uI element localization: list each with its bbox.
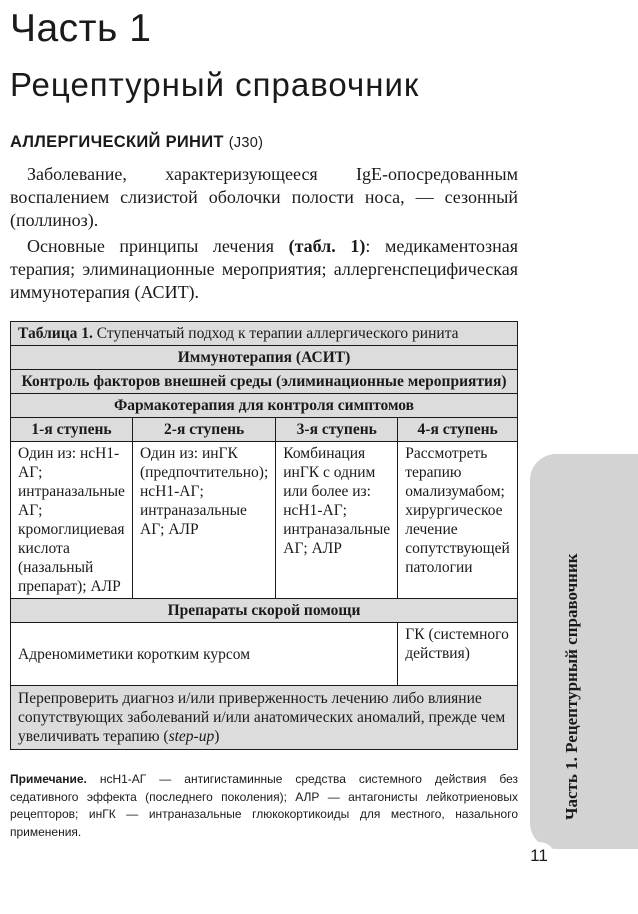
section-title: Рецептурный справочник [10, 66, 420, 103]
footer-end: ) [214, 728, 220, 745]
note-label: Примечание. [10, 772, 87, 786]
immunotherapy-cell: Иммунотерапия (АСИТ) [11, 346, 518, 370]
pharmacotherapy-cell: Фармакотерапия для контроля симптомов [11, 394, 518, 418]
step-4-header: 4-я ступень [398, 418, 518, 442]
table-caption [11, 322, 518, 346]
table-caption-row [11, 322, 518, 346]
step-content-row [11, 442, 518, 599]
table-reference: (табл. 1) [288, 236, 366, 256]
pharmacotherapy-row [11, 394, 518, 418]
step-3-content: Комбинация инГК с одним или более из: нсН1-АГ; интраназальные АГ; АЛР [276, 442, 398, 599]
step-1-content: Один из: нсН1-АГ; интраназальные АГ; кромоглициевая кислота (назальный препарат); АЛР [11, 442, 133, 599]
part-title: Часть 1 [10, 7, 152, 50]
immunotherapy-row [11, 346, 518, 370]
step-1-header: 1-я ступень [11, 418, 133, 442]
page-number: 11 [530, 846, 548, 865]
stepwise-therapy-table [10, 321, 518, 750]
disease-heading [10, 133, 263, 152]
footer-cell [11, 686, 518, 750]
table-note [10, 771, 518, 841]
treatment-principles-paragraph [10, 235, 518, 304]
emergency-header-row [11, 599, 518, 623]
emergency-row [11, 623, 518, 686]
footer-text: Перепроверить диагноз и/или приверженность лечению либо влияние сопутствующих заболеваний и/или анатомических аномалий, прежде чем увеличивать терапию ( [18, 690, 506, 745]
step-2-content: Один из: инГК (предпочтительно); нсН1-АГ; интраназальные АГ; АЛР [133, 442, 276, 599]
environment-control-cell: Контроль факторов внешней среды (элиминационные мероприятия) [11, 370, 518, 394]
definition-paragraph: Заболевание, характеризующееся IgE-опосредованным воспалением слизистой оболочки полости носа, — сезонный (поллиноз). [10, 164, 518, 230]
step-header-row [11, 418, 518, 442]
emergency-right-cell: ГК (системного действия) [398, 623, 518, 686]
table-caption-text: Ступенчатый подход к терапии аллергического ринита [92, 325, 459, 342]
table-caption-label: Таблица 1. [18, 325, 93, 342]
side-tab [530, 454, 638, 849]
footer-row [11, 686, 518, 750]
note-text: нсН1-АГ — антигистаминные средства системного действия без седативного эффекта (последнего поколения); АЛР — антагонисты лейкотриеновых рецепторов; инГК — интраназальные глюкокортикоиды для местного, назального применения. [10, 772, 518, 839]
environment-control-row [11, 370, 518, 394]
disease-code: (J30) [228, 135, 264, 151]
footer-italic: step-up [168, 728, 215, 745]
step-4-content: Рассмотреть терапию омализумабом; хирургическое лечение сопутствующей патологии [398, 442, 518, 599]
disease-name: АЛЛЕРГИЧЕСКИЙ РИНИТ [10, 133, 224, 151]
step-3-header: 3-я ступень [276, 418, 398, 442]
emergency-header-cell: Препараты скорой помощи [11, 599, 518, 623]
side-tab-label: Часть 1. Рецептурный справочник [562, 553, 581, 820]
principles-start: Основные принципы лечения [27, 236, 289, 256]
step-2-header: 2-я ступень [133, 418, 276, 442]
emergency-left-cell: Адреномиметики коротким курсом [11, 623, 398, 686]
principles-end: : медикаментозная терапия; элиминационные мероприятия; аллергенспецифическая иммунотерапия (АСИТ). [10, 236, 518, 302]
